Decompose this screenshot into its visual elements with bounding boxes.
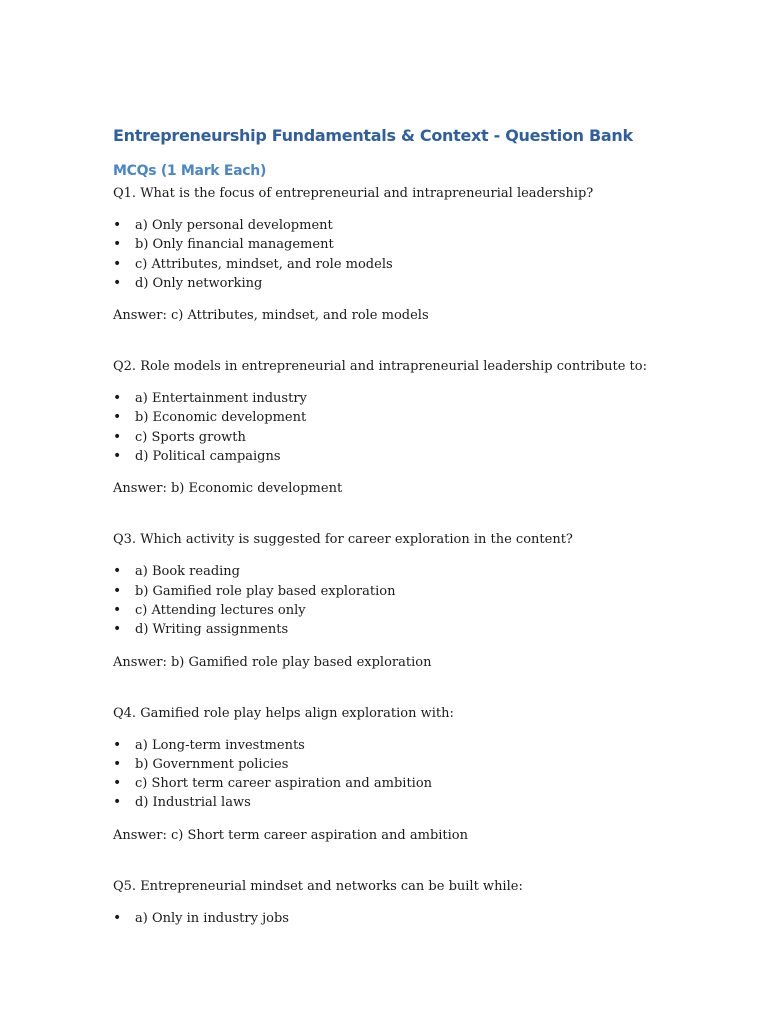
answer-text: Answer: c) Short term career aspiration and ambition: [113, 827, 469, 843]
option-item: [113, 736, 733, 755]
option-label: d) Industrial laws: [135, 795, 251, 811]
option-item: [113, 255, 733, 274]
option-label: c) Short term career aspiration and ambition: [135, 776, 433, 792]
document-title: Entrepreneurship Fundamentals & Context - Question Bank: [113, 126, 633, 145]
option-list: [113, 736, 733, 813]
spacer: [113, 672, 733, 704]
question-text: Q2. Role models in entrepreneurial and intrapreneurial leadership contribute to:: [113, 359, 647, 375]
option-item: [113, 601, 733, 620]
option-label: b) Only financial management: [135, 237, 334, 253]
question-text: Q5. Entrepreneurial mindset and networks can be built while:: [113, 878, 523, 894]
option-item: [113, 216, 733, 235]
bullet-icon: •: [113, 601, 122, 618]
option-item: [113, 793, 733, 812]
question-block-q5: [113, 877, 733, 928]
option-label: a) Only personal development: [135, 218, 333, 233]
bullet-icon: •: [113, 428, 122, 445]
bullet-icon: •: [113, 236, 122, 253]
answer-text: Answer: b) Gamified role play based exploration: [113, 654, 432, 670]
question-text: Q3. Which activity is suggested for career exploration in the content?: [113, 532, 573, 548]
option-item: [113, 755, 733, 774]
section-heading: MCQs (1 Mark Each): [113, 163, 267, 179]
bullet-icon: •: [113, 448, 122, 465]
option-list: [113, 216, 733, 293]
bullet-icon: •: [113, 274, 122, 291]
option-label: b) Economic development: [135, 410, 307, 426]
bullet-icon: •: [113, 755, 122, 772]
option-label: b) Gamified role play based exploration: [135, 583, 396, 599]
bullet-icon: •: [113, 582, 122, 599]
bullet-icon: •: [113, 217, 122, 233]
bullet-icon: •: [113, 409, 122, 426]
option-label: c) Sports growth: [135, 429, 246, 445]
option-item: [113, 582, 733, 601]
option-label: d) Political campaigns: [135, 449, 281, 465]
bullet-icon: •: [113, 775, 122, 792]
option-list: [113, 389, 733, 466]
option-label: b) Government policies: [135, 756, 289, 772]
option-item: [113, 447, 733, 466]
document-page: [113, 124, 733, 928]
answer-text: Answer: b) Economic development: [113, 481, 343, 497]
question-block-q4: [113, 704, 733, 845]
spacer: [113, 845, 733, 877]
option-label: d) Only networking: [135, 275, 263, 291]
option-label: a) Only in industry jobs: [135, 910, 289, 926]
bullet-icon: •: [113, 794, 122, 811]
option-item: [113, 389, 733, 408]
bullet-icon: •: [113, 255, 122, 272]
option-item: [113, 408, 733, 427]
option-list: [113, 562, 733, 639]
option-label: a) Entertainment industry: [135, 391, 307, 407]
bullet-icon: •: [113, 390, 122, 407]
question-block-q2: [113, 357, 733, 498]
bullet-icon: •: [113, 909, 122, 926]
option-item: [113, 562, 733, 581]
bullet-icon: •: [113, 563, 122, 580]
question-block-q3: [113, 530, 733, 671]
option-item: [113, 235, 733, 254]
option-item: [113, 620, 733, 639]
option-label: c) Attributes, mindset, and role models: [135, 256, 393, 272]
option-item: [113, 909, 733, 928]
option-label: d) Writing assignments: [135, 622, 289, 638]
spacer: [113, 325, 733, 357]
question-text: Q1. What is the focus of entrepreneurial and intrapreneurial leadership?: [113, 186, 594, 201]
spacer: [113, 498, 733, 530]
option-item: [113, 774, 733, 793]
option-item: [113, 274, 733, 293]
bullet-icon: •: [113, 736, 122, 753]
option-label: a) Long-term investments: [135, 737, 305, 753]
option-item: [113, 428, 733, 447]
option-label: c) Attending lectures only: [135, 602, 306, 618]
bullet-icon: •: [113, 621, 122, 638]
option-label: a) Book reading: [135, 564, 241, 580]
option-list: [113, 909, 733, 928]
question-text: Q4. Gamified role play helps align exploration with:: [113, 705, 454, 721]
question-block-q1: [113, 184, 733, 325]
answer-text: Answer: c) Attributes, mindset, and role models: [113, 308, 429, 324]
